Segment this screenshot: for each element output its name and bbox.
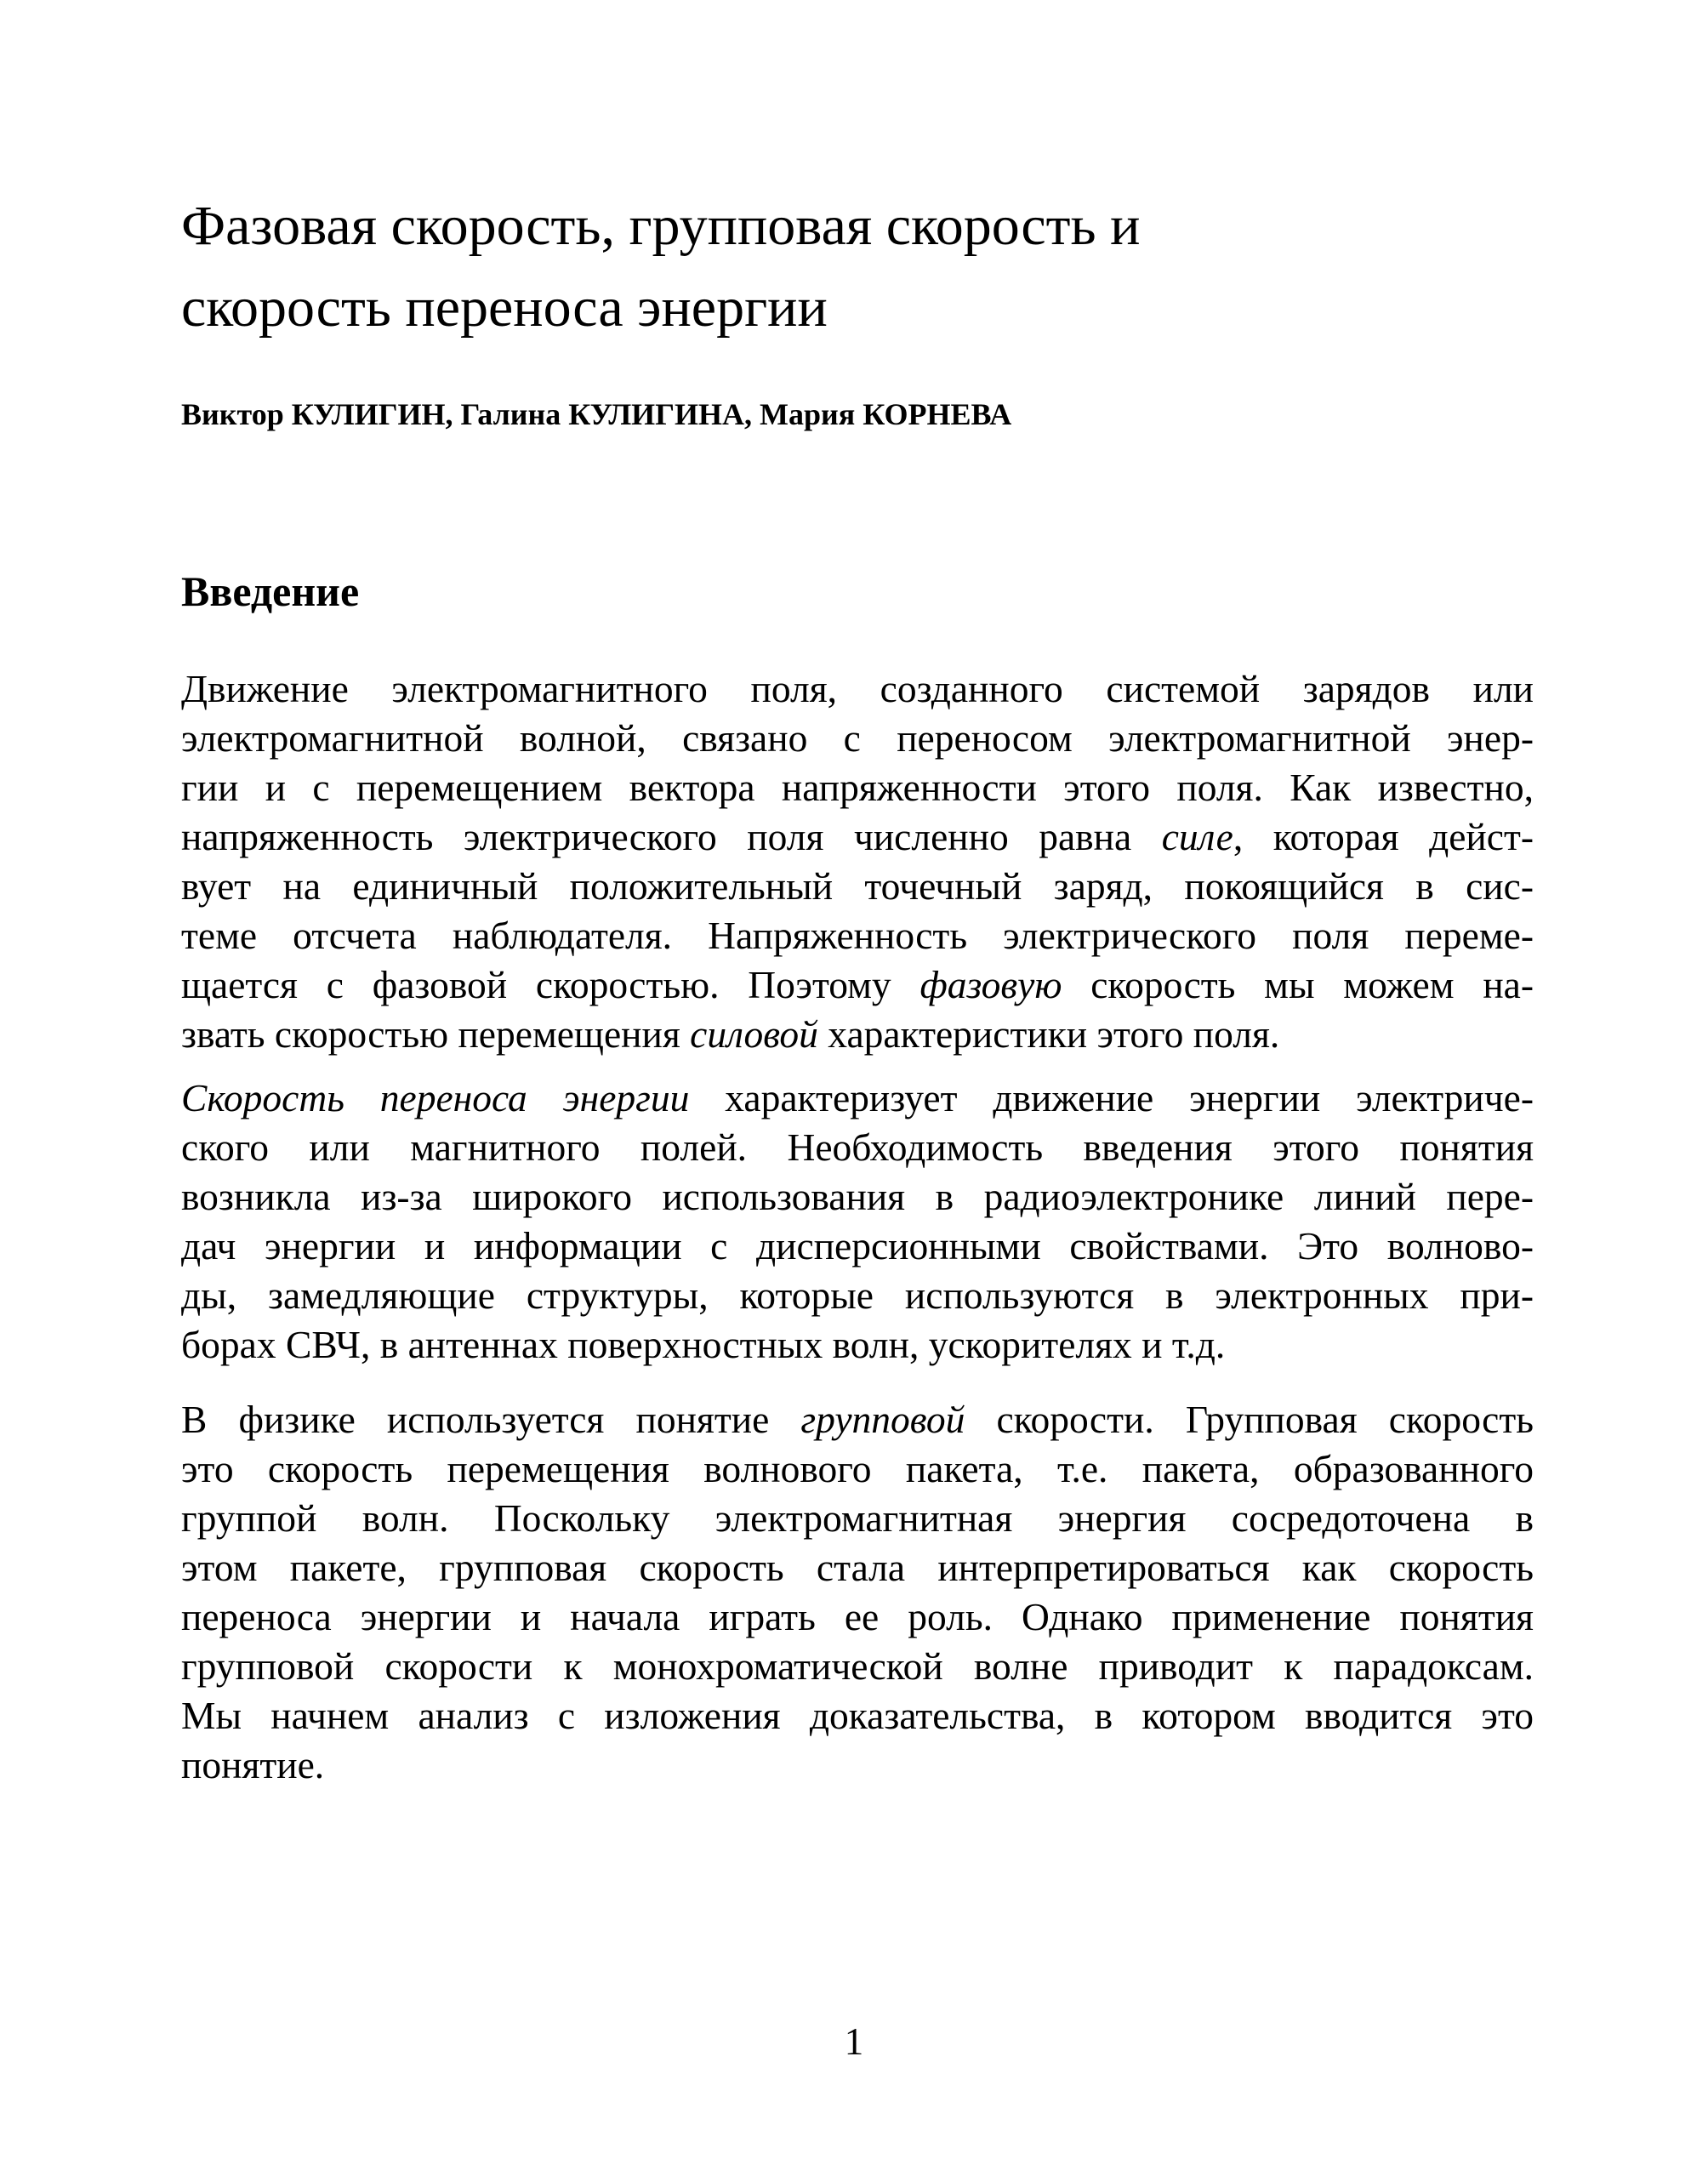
text-line: дач энергии и информации с дисперсионными свойствами. Это волново-: [181, 1224, 1534, 1267]
text-run: скорости. Групповая скорость: [965, 1398, 1534, 1441]
paragraph-1: [181, 664, 1534, 1059]
emphasis-text: Скорость переноса энергии: [181, 1076, 690, 1119]
author-list: Виктор КУЛИГИН, Галина КУЛИГИНА, Мария КОРНЕВА: [181, 397, 1012, 431]
text-line: этом пакете, групповая скорость стала интерпретироваться как скорость: [181, 1546, 1534, 1589]
text-line: группой волн. Поскольку электромагнитная энергия сосредоточена в: [181, 1496, 1534, 1540]
text-line: возникла из-за широкого использования в радиоэлектронике линий пере-: [181, 1175, 1534, 1218]
text-line: это скорость перемещения волнового пакета, т.е. пакета, образованного: [181, 1447, 1534, 1490]
text-line: гии и с перемещением вектора напряженности этого поля. Как известно,: [181, 766, 1534, 809]
text-run: щается с фазовой скоростью. Поэтому: [181, 963, 920, 1006]
text-run: характеристики этого поля.: [817, 1012, 1280, 1056]
text-line: [181, 960, 1534, 1010]
text-run: В физике используется понятие: [181, 1398, 801, 1441]
text-line: переноса энергии и начала играть ее роль. Однако применение понятия: [181, 1595, 1534, 1638]
text-line: борах СВЧ, в антеннах поверхностных волн, ускорителях и т.д.: [181, 1323, 1226, 1366]
text-line: [181, 1395, 1534, 1444]
text-line: понятие.: [181, 1743, 325, 1786]
text-line: [181, 812, 1534, 862]
text-line: теме отсчета наблюдателя. Напряженность электрического поля переме-: [181, 914, 1534, 957]
page-number: 1: [844, 2020, 864, 2063]
title-line: скорость переноса энергии: [181, 276, 828, 339]
paragraph-2: [181, 1074, 1534, 1370]
text-run: напряженность электрического поля численно равна: [181, 815, 1162, 858]
text-run: , которая дейст-: [1233, 815, 1534, 858]
text-line: [181, 1074, 1534, 1123]
section-heading-introduction: Введение: [181, 567, 360, 615]
text-line: электромагнитной волной, связано с переносом электромагнитной энер-: [181, 716, 1534, 760]
text-line: Движение электромагнитного поля, созданного системой зарядов или: [181, 667, 1534, 710]
emphasis-text: силовой: [690, 1012, 818, 1056]
text-line: ды, замедляющие структуры, которые используются в электронных при-: [181, 1273, 1534, 1317]
title-line: Фазовая скорость, групповая скорость и: [181, 195, 1141, 257]
text-run: скорость мы можем на-: [1062, 963, 1534, 1006]
text-line: [181, 1010, 1534, 1059]
text-run: характеризует движение энергии электриче-: [689, 1076, 1534, 1119]
text-line: вует на единичный положительный точечный заряд, покоящийся в сис-: [181, 864, 1534, 908]
text-line: групповой скорости к монохроматической волне приводит к парадоксам.: [181, 1644, 1534, 1688]
text-run: звать скоростью перемещения: [181, 1012, 691, 1056]
paper-title: [181, 185, 1542, 349]
paragraph-3: [181, 1395, 1534, 1790]
emphasis-text: групповой: [800, 1398, 965, 1441]
text-line: Мы начнем анализ с изложения доказательства, в котором вводится это: [181, 1694, 1534, 1737]
emphasis-text: силе: [1161, 815, 1233, 858]
emphasis-text: фазовую: [919, 963, 1062, 1006]
text-line: ского или магнитного полей. Необходимость введения этого понятия: [181, 1125, 1534, 1169]
